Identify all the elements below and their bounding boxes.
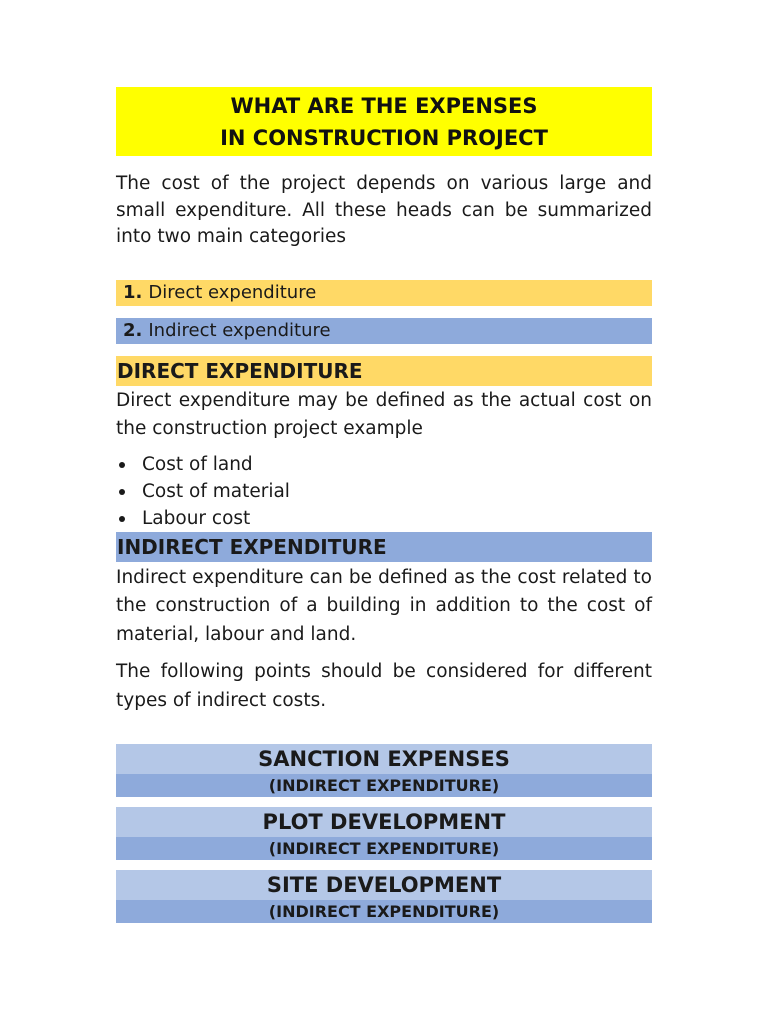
list-item	[116, 451, 652, 478]
indirect-expenditure-paragraph: Indirect expenditure can be defined as the cost related to the construction of a building in addition to the cost of material, labour and land.	[116, 566, 652, 645]
category-number: 2.	[123, 320, 143, 341]
intro-paragraph: The cost of the project depends on various large and small expenditure. All these heads can be summarized into two main categories	[116, 173, 652, 247]
category-indirect	[116, 318, 652, 344]
indirect-type-subtitle: (INDIRECT EXPENDITURE)	[116, 774, 652, 797]
list-item-label: Labour cost	[142, 507, 251, 529]
title-line-2: IN CONSTRUCTION PROJECT	[220, 125, 548, 150]
indirect-type-subtitle: (INDIRECT EXPENDITURE)	[116, 900, 652, 923]
indirect-type-box	[116, 870, 652, 923]
direct-expenditure-heading: DIRECT EXPENDITURE	[116, 356, 652, 386]
indirect-points-paragraph: The following points should be considered for different types of indirect costs.	[116, 661, 652, 711]
indirect-expenditure-heading: INDIRECT EXPENDITURE	[116, 532, 652, 562]
category-label: Direct expenditure	[148, 282, 317, 303]
direct-expenditure-paragraph: Direct expenditure may be defined as the actual cost on the construction project example	[116, 389, 652, 439]
indirect-type-title: SANCTION EXPENSES	[116, 744, 652, 774]
indirect-type-box	[116, 744, 652, 797]
bullet-icon	[119, 462, 125, 468]
indirect-type-title: SITE DEVELOPMENT	[116, 870, 652, 900]
category-direct	[116, 280, 652, 306]
list-item-label: Cost of land	[142, 453, 253, 475]
bullet-icon	[119, 489, 125, 495]
direct-expenditure-list	[116, 451, 652, 532]
list-item-label: Cost of material	[142, 480, 290, 502]
document-page	[116, 87, 652, 923]
list-item	[116, 478, 652, 505]
indirect-type-title: PLOT DEVELOPMENT	[116, 807, 652, 837]
list-item	[116, 505, 652, 532]
title-line-1: WHAT ARE THE EXPENSES	[230, 93, 538, 118]
indirect-type-box	[116, 807, 652, 860]
category-label: Indirect expenditure	[148, 320, 331, 341]
indirect-type-subtitle: (INDIRECT EXPENDITURE)	[116, 837, 652, 860]
bullet-icon	[119, 516, 125, 522]
category-number: 1.	[123, 282, 143, 303]
page-title	[116, 87, 652, 156]
